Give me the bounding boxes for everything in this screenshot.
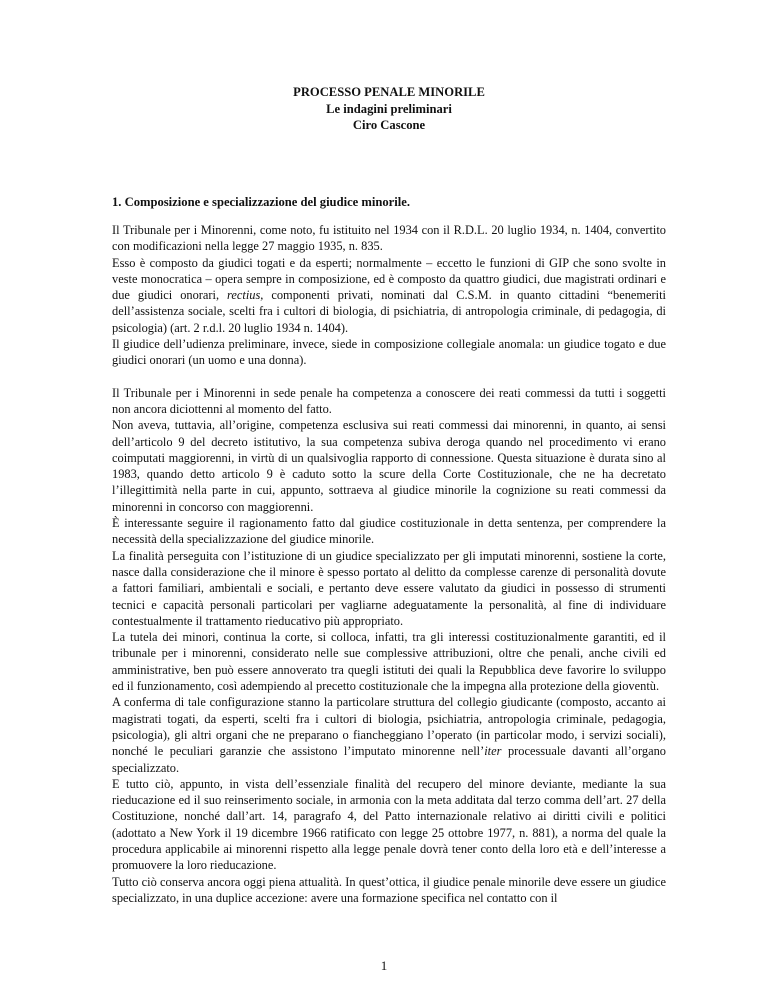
paragraph: Il Tribunale per i Minorenni, come noto, fu istituito nel 1934 con il R.D.L. 20 luglio 1934, n. 1404, convertito con modificazioni nella legge 27 maggio 1935, n. 835. — [112, 223, 666, 254]
document-header — [112, 84, 666, 134]
paragraph — [112, 255, 666, 336]
paragraph-text: Esso è composto da giudici togati e da esperti; normalmente – eccetto le funzioni di GIP che sono svolte in veste monocratica – opera sempre in composizione, ed è composto da quattro giudici, due magistrati ordinari e due giudici onorari, — [112, 255, 666, 303]
emphasis-text: iter — [484, 744, 502, 759]
paragraph: Non aveva, tuttavia, all’origine, competenza esclusiva sui reati commessi dai minorenni, in quanto, ai sensi dell’articolo 9 del decreto istitutivo, la sua competenza subiva deroga quando nel procedimento vi erano coimputati maggiorenni, in virtù di un qualsivoglia rapporto di connessione. Questa situazione è durata sino al 1983, quando detto articolo 9 è caduto sotto la scure della Corte Costituzionale, che ne ha decretato l’illegittimità nella parte in cui, appunto, sottraeva al giudice minorile la cognizione su reati commessi da minorenni in concorso con maggiorenni. — [112, 418, 666, 514]
paragraph: E tutto ciò, appunto, in vista dell’essenziale finalità del recupero del minore deviante, mediante la sua rieducazione ed il suo reinserimento sociale, in armonia con la meta additata dal terzo comma dell’art. 27 della Costituzione, nonché dall’art. 14, paragrafo 4, del Patto internazionale relativo ai diritti civili e politici (adottato a New York il 19 dicembre 1966 ratificato con legge 25 ottobre 1977, n. 881), a norma del quale la procedura applicabile ai minorenni rispetto alla legge penale dovrà tener conto della loro età e dell’interesse a promuovere la loro rieducazione. — [112, 776, 666, 873]
paragraph: È interessante seguire il ragionamento fatto dal giudice costituzionale in detta sentenza, per comprendere la necessità della specializzazione del giudice minorile. — [112, 516, 666, 547]
paragraph: La finalità perseguita con l’istituzione di un giudice specializzato per gli imputati minorenni, sostiene la corte, nasce dalla considerazione che il minore è spesso portato al delitto da complesse carenze di personalità dovute a fattori familiari, ambientali e sociali, e pertanto deve essere valutato da giudici in possesso di strumenti tecnici e capacità personali particolari per vagliarne adeguatamente la personalità, al fine di individuare contestualmente il trattamento rieducativo più appropriato. — [112, 548, 666, 628]
document-title: PROCESSO PENALE MINORILE — [293, 85, 485, 99]
document-page — [112, 84, 666, 906]
paragraph: La tutela dei minori, continua la corte, si colloca, infatti, tra gli interessi costituzionalmente garantiti, ed il tribunale per i minorenni, considerato nelle sue complessive attribuzioni, oltre che penali, anche civili ed amministrative, ben può essere annoverato tra quegli istituti dei quali la Repubblica deve favorire lo sviluppo ed il funzionamento, così adempiendo al precetto costituzionale che la impegna alla protezione della gioventù. — [112, 630, 666, 694]
paragraph: Tutto ciò conserva ancora oggi piena attualità. In quest’ottica, il giudice penale minorile deve essere un giudice specializzato, in una duplice accezione: avere una formazione specifica nel contatto con il — [112, 874, 666, 905]
paragraph: Il giudice dell’udienza preliminare, invece, siede in composizione collegiale anomala: un giudice togato e due giudici onorari (un uomo e una donna). — [112, 337, 666, 368]
document-subtitle: Le indagini preliminari — [326, 101, 452, 116]
emphasis-text: rectius, — [227, 288, 264, 303]
document-author: Ciro Cascone — [352, 118, 426, 132]
page-number: 1 — [380, 958, 388, 973]
paragraph-text: A conferma di tale configurazione stanno la particolare struttura del collegio giudicante (composto, accanto ai magistrati togati, da esperti, scelti fra i cultori di biologia, psichiatria, antropologia criminale, pedagogia, psicologia), gli altri organi che ne preparano o fiancheggiano l’operato (in particolar modo, i servizi sociali), nonché le peculiari garanzie che assistono l’imputato minorenne nell’ — [112, 695, 666, 759]
paragraph-text: processuale davanti all’organo specializzato. — [112, 744, 666, 775]
paragraph-text: componenti privati, nominati dal C.S.M. in quanto cittadini “benemeriti dell’assistenza sociale, scelti fra i cultori di biologia, di psichiatria, di antropologia criminale, di pedagogia, di psicologia) (art. 2 r.d.l. 20 luglio 1934 n. 1404). — [112, 288, 666, 335]
section-heading: 1. Composizione e specializzazione del giudice minorile. — [112, 194, 411, 209]
paragraph-gap — [112, 369, 666, 385]
paragraph: Il Tribunale per i Minorenni in sede penale ha competenza a conoscere dei reati commessi da tutti i soggetti non ancora diciottenni al momento del fatto. — [112, 385, 666, 416]
section-body — [112, 222, 666, 906]
paragraph — [112, 694, 666, 775]
